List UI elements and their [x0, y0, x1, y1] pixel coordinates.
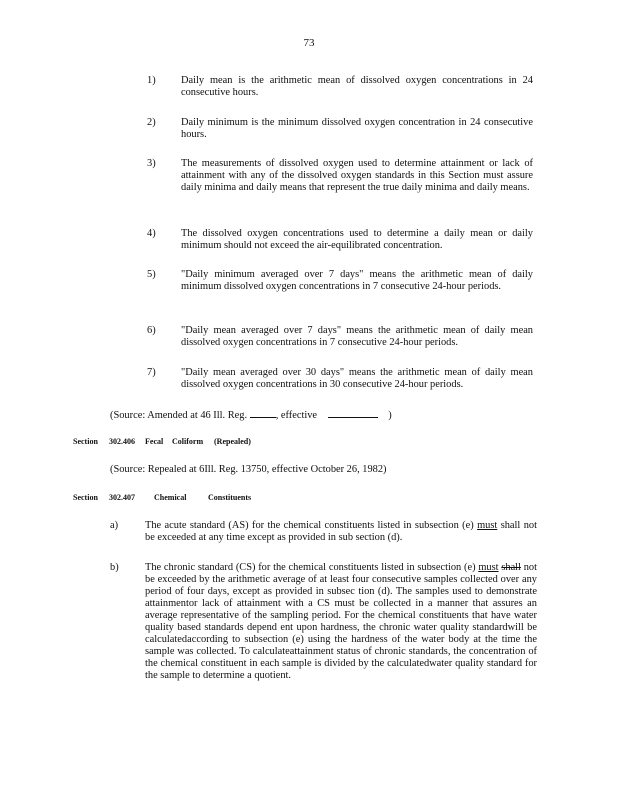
list-item-number: 7) [147, 367, 156, 378]
subsection-text-start: The acute standard (AS) for the chemical constituents listed in subsection (e) [145, 520, 474, 531]
list-item-text: The measurements of dissolved oxygen used to determine attainment or lack of attainment with any of the dissolved oxygen standards in this Section must assure daily minima and daily means that represent the true daily minima and daily means. [181, 158, 533, 193]
list-item-number: 3) [147, 158, 156, 169]
section-label: Section [73, 437, 98, 446]
deleted-text: shall [501, 562, 521, 573]
subsection-text [145, 520, 537, 544]
list-item-number: 1) [147, 75, 156, 86]
list-item-text: "Daily minimum averaged over 7 days" means the arithmetic mean of daily minimum dissolved oxygen concentrations in 7 consecutive 24-hour periods. [181, 269, 533, 292]
section-title-word: Fecal [145, 437, 164, 446]
list-item-text: Daily mean is the arithmetic mean of dissolved oxygen concentrations in 24 consecutive hours. [181, 75, 533, 98]
list-item-text: Daily minimum is the minimum dissolved oxygen concentration in 24 consecutive hours. [181, 117, 533, 140]
section-title-word: Coliform [172, 437, 204, 446]
subsection-text-end: shall not be exceeded at any time except as provided in sub section (d). [145, 520, 537, 543]
subsection-text [145, 562, 537, 682]
list-item-number: 2) [147, 117, 156, 128]
section-label: Section [73, 493, 98, 502]
section-title-word: Chemical [154, 493, 187, 502]
list-item-number: 4) [147, 228, 156, 239]
subsection-number: a) [110, 520, 119, 531]
subsection-text-end: not be exceeded by the arithmetic average of at least four consecutive samples collected over any period of four days, except as provided in subsec tion (d). The samples used to demonstrate attainmentor lack of attainment with a CS must be collected in a manner that assures an average representative of the sampling period. For the chemical constituents that have water quality based standards depend ent upon hardness, the chronic water quality standardwill be calculatedaccording to subsection (e) using the hardness of the water body at the time the sample was collected. To calculateattainment status of chronic standards, the concentration of the chemical constituent in each sample is divided by the calculatedwater quality standard for the sample to determine a quotient. [145, 562, 538, 681]
list-item-text: The dissolved oxygen concentrations used to determine a daily mean or daily minimum should not exceed the air-equilibrated concentration. [181, 228, 533, 251]
source-amended-suffix: ) [388, 410, 392, 421]
inserted-text: must [478, 562, 499, 573]
section-title-word: Constituents [208, 493, 252, 502]
section-heading-302-406 [73, 437, 251, 447]
source-amended-prefix: (Source: Amended at 46 Ill. Reg. [110, 410, 248, 421]
subsection-text-start: The chronic standard (CS) for the chemical constituents listed in subsection (e) [145, 562, 476, 573]
section-number: 302.406 [109, 437, 135, 446]
subsection-number: b) [110, 562, 119, 573]
reg-blank [250, 408, 276, 418]
source-note-repealed: (Source: Repealed at 6Ill. Reg. 13750, effective October 26, 1982) [110, 464, 387, 475]
list-item-text: "Daily mean averaged over 7 days" means the arithmetic mean of daily mean dissolved oxygen concentrations in 7 consecutive 24-hour periods. [181, 325, 533, 348]
page-number: 73 [303, 37, 315, 49]
effective-date-blank [328, 408, 378, 418]
list-item-number: 6) [147, 325, 156, 336]
section-number: 302.407 [109, 493, 135, 502]
source-note-amended [110, 408, 392, 422]
source-amended-mid: , effective [275, 410, 318, 421]
list-item-text: "Daily mean averaged over 30 days" means the arithmetic mean of daily mean dissolved oxygen concentrations in 30 consecutive 24-hour periods. [181, 367, 533, 390]
section-heading-302-407 [73, 493, 251, 503]
inserted-text: must [477, 520, 498, 531]
list-item-number: 5) [147, 269, 156, 280]
section-status: (Repealed) [214, 437, 251, 446]
